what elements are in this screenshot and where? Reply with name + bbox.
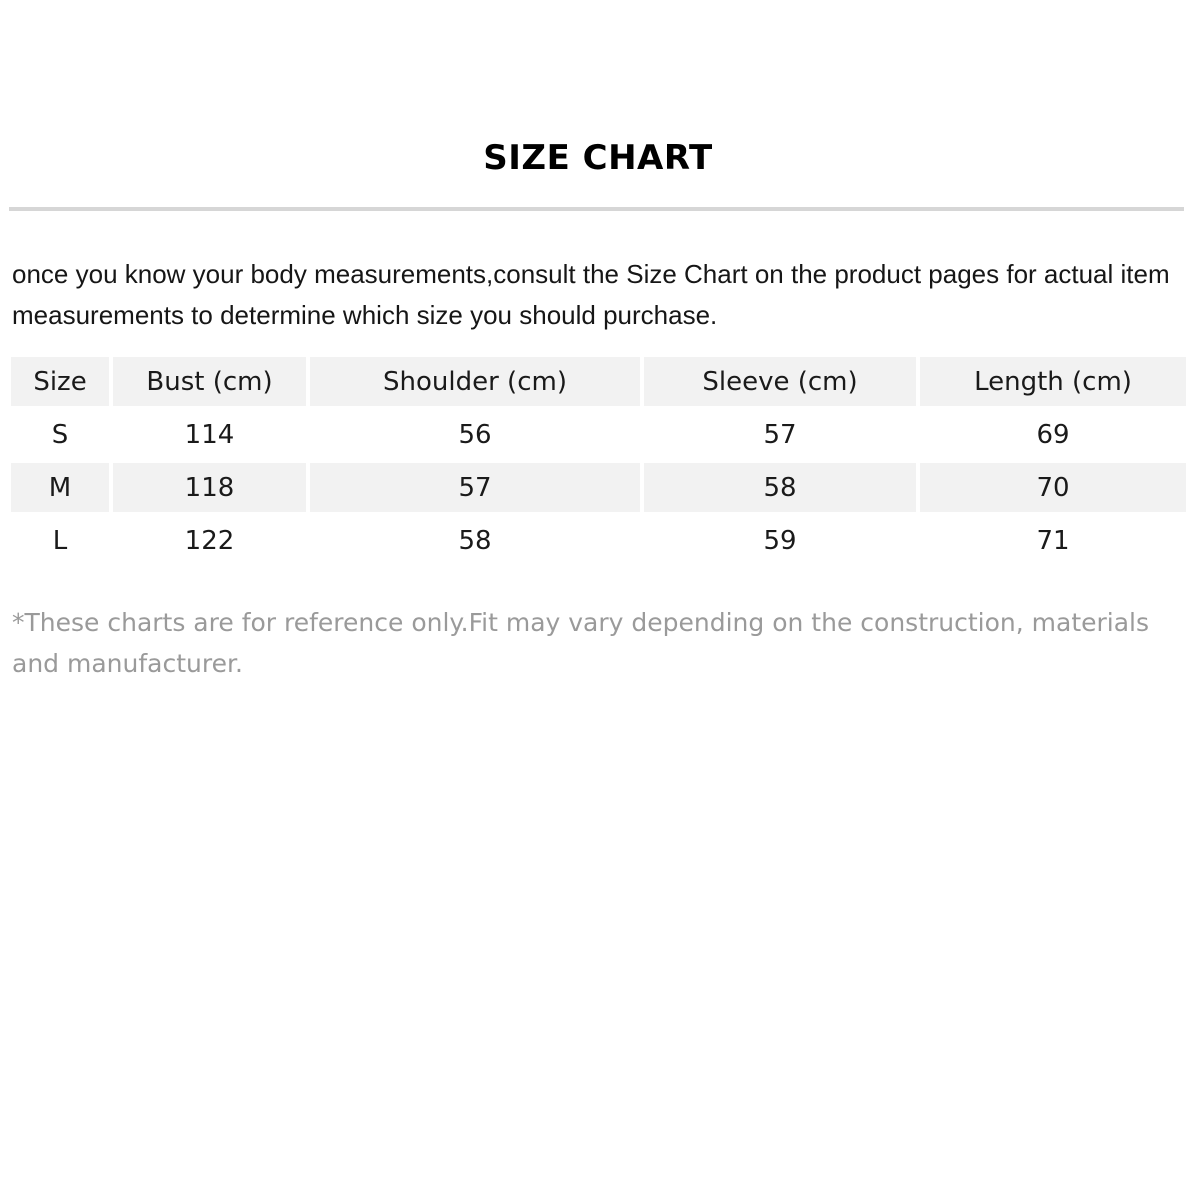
- row-l-shoulder: 58: [310, 516, 640, 565]
- reference-note: *These charts are for reference only.Fit may vary depending on the construction, materials and manufacturer.: [12, 608, 1150, 678]
- header-length: Length (cm): [920, 357, 1186, 406]
- row-s-shoulder: 56: [310, 410, 640, 459]
- header-sleeve: Sleeve (cm): [644, 357, 916, 406]
- row-m-length: 70: [920, 463, 1186, 512]
- row-l-bust: 122: [113, 516, 306, 565]
- row-l-length: 71: [920, 516, 1186, 565]
- row-l-sleeve: 59: [644, 516, 916, 565]
- row-m-bust: 118: [113, 463, 306, 512]
- row-s-size: S: [11, 410, 109, 459]
- row-m-size: M: [11, 463, 109, 512]
- row-s-bust: 114: [113, 410, 306, 459]
- header-bust: Bust (cm): [113, 357, 306, 406]
- header-size: Size: [11, 357, 109, 406]
- row-l-size: L: [11, 516, 109, 565]
- title-divider: [9, 207, 1184, 211]
- row-m-shoulder: 57: [310, 463, 640, 512]
- page-title: SIZE CHART: [483, 138, 713, 178]
- row-m-sleeve: 58: [644, 463, 916, 512]
- row-s-length: 69: [920, 410, 1186, 459]
- size-table: [11, 357, 1186, 565]
- header-shoulder: Shoulder (cm): [310, 357, 640, 406]
- row-s-sleeve: 57: [644, 410, 916, 459]
- intro-text: once you know your body measurements,consult the Size Chart on the product pages for actual item measurements to determine which size you should purchase.: [12, 259, 1170, 330]
